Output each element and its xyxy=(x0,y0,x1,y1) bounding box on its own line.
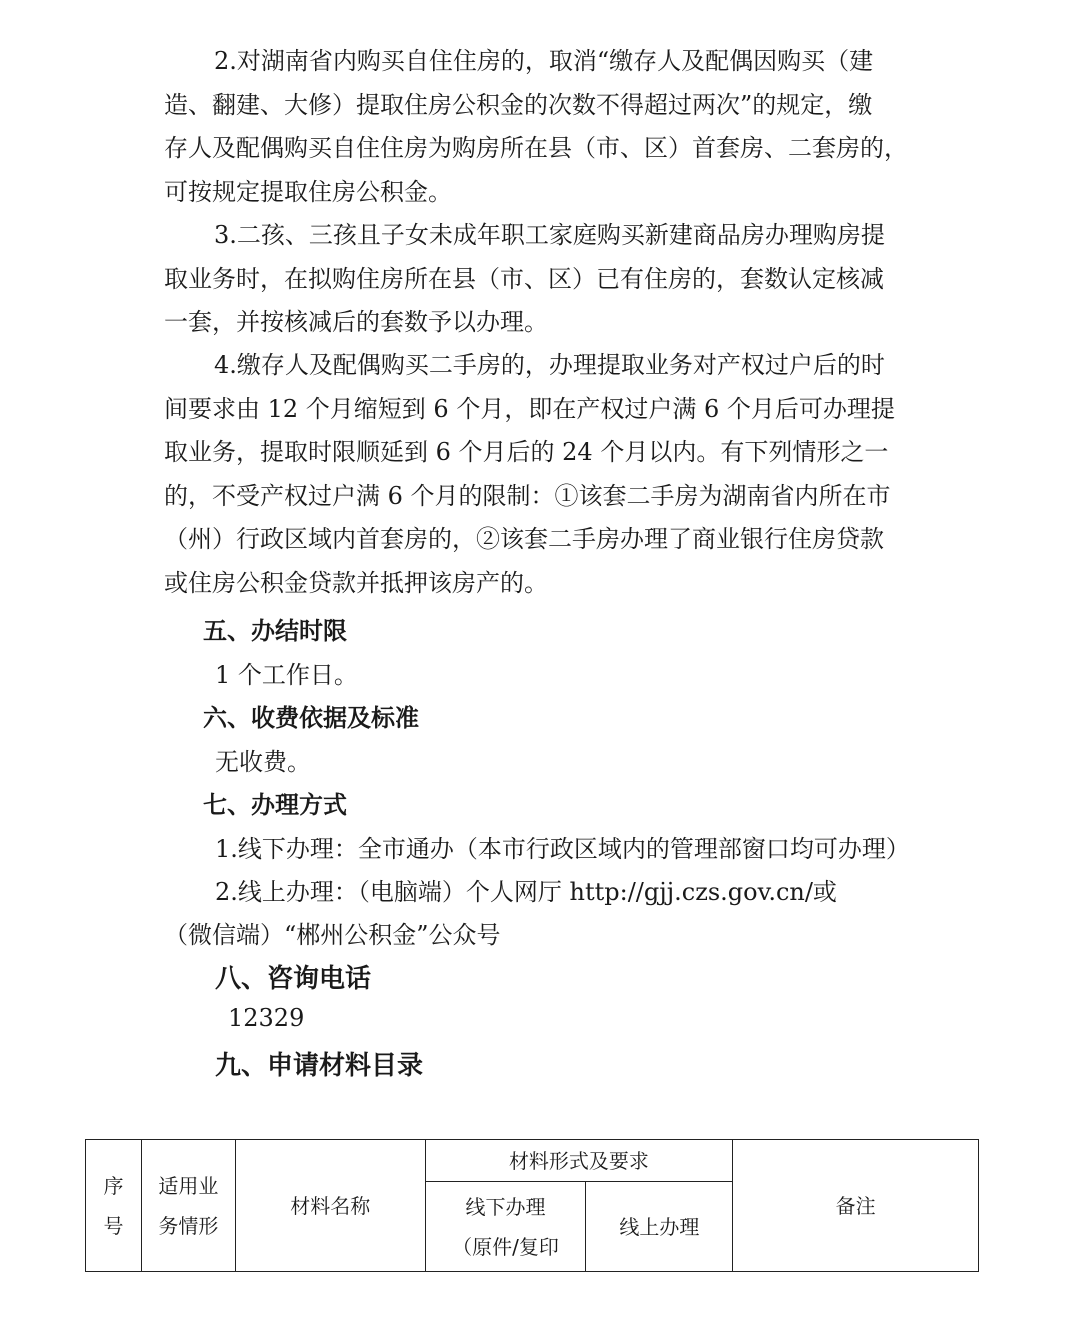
text-line: 造、翻建、大修）提取住房公积金的次数不得超过两次”的规定，缴 xyxy=(164,90,873,119)
text-line: 一套，并按核减后的套数予以办理。 xyxy=(164,308,548,336)
text-line: 存人及配偶购买自住住房为购房所在县（市、区）首套房、二套房的， xyxy=(164,134,908,162)
header-scenario-line: 适用业 xyxy=(158,1173,219,1198)
header-offline xyxy=(425,1182,586,1272)
header-offline-line: （原件/复印 xyxy=(452,1234,559,1259)
section-6-content: 无收费。 xyxy=(215,748,311,776)
header-form-requirements: 材料形式及要求 xyxy=(425,1140,733,1182)
header-online: 线上办理 xyxy=(586,1182,733,1272)
online-method-continued: （微信端）“郴州公积金”公众号 xyxy=(164,921,501,949)
item-4-paragraph xyxy=(164,344,916,605)
header-scenario xyxy=(141,1140,235,1272)
item-3-paragraph xyxy=(164,214,916,345)
section-8-heading: 八、咨询电话 xyxy=(215,964,372,994)
header-material-name: 材料名称 xyxy=(235,1140,425,1272)
text-line: 3.二孩、三孩且子女未成年职工家庭购买新建商品房办理购房提 xyxy=(214,221,885,249)
text-line: 4.缴存人及配偶购买二手房的，办理提取业务对产权过户后的时 xyxy=(214,351,885,379)
header-offline-line: 线下办理 xyxy=(465,1194,546,1219)
header-no-line: 序 xyxy=(103,1173,124,1198)
section-6-heading: 六、收费依据及标准 xyxy=(203,704,419,732)
text-line: 的，不受产权过户满 6 个月的限制：①该套二手房为湖南省内所在市 xyxy=(164,481,891,510)
text-line: 取业务时，在拟购住房所在县（市、区）已有住房的，套数认定核减 xyxy=(164,264,884,293)
header-no xyxy=(86,1140,142,1272)
header-no-line: 号 xyxy=(103,1213,124,1238)
materials-table xyxy=(85,1139,979,1272)
section-9-heading: 九、申请材料目录 xyxy=(215,1051,424,1081)
header-remarks: 备注 xyxy=(733,1140,979,1272)
consult-phone: 12329 xyxy=(228,1004,305,1032)
section-5-heading: 五、办结时限 xyxy=(203,617,347,645)
online-method: 2.线上办理：（电脑端）个人网厅 http://gjj.czs.gov.cn/或 xyxy=(215,878,837,906)
offline-method: 1.线下办理：全市通办（本市行政区域内的管理部窗口均可办理） xyxy=(215,835,910,863)
header-scenario-line: 务情形 xyxy=(158,1213,219,1238)
text-line: 可按规定提取住房公积金。 xyxy=(164,177,452,206)
text-line: 或住房公积金贷款并抵押该房产的。 xyxy=(164,568,548,597)
text-line: 取业务，提取时限顺延到 6 个月后的 24 个月以内。有下列情形之一 xyxy=(164,438,889,466)
text-line: 2.对湖南省内购买自住住房的，取消“缴存人及配偶因购买（建 xyxy=(214,47,874,75)
section-7-heading: 七、办理方式 xyxy=(203,791,347,819)
section-5-content: 1 个工作日。 xyxy=(215,661,358,689)
item-2-paragraph xyxy=(164,40,916,214)
text-line: 间要求由 12 个月缩短到 6 个月，即在产权过户满 6 个月后可办理提 xyxy=(164,394,895,423)
text-line: （州）行政区域内首套房的，②该套二手房办理了商业银行住房贷款 xyxy=(164,525,884,553)
